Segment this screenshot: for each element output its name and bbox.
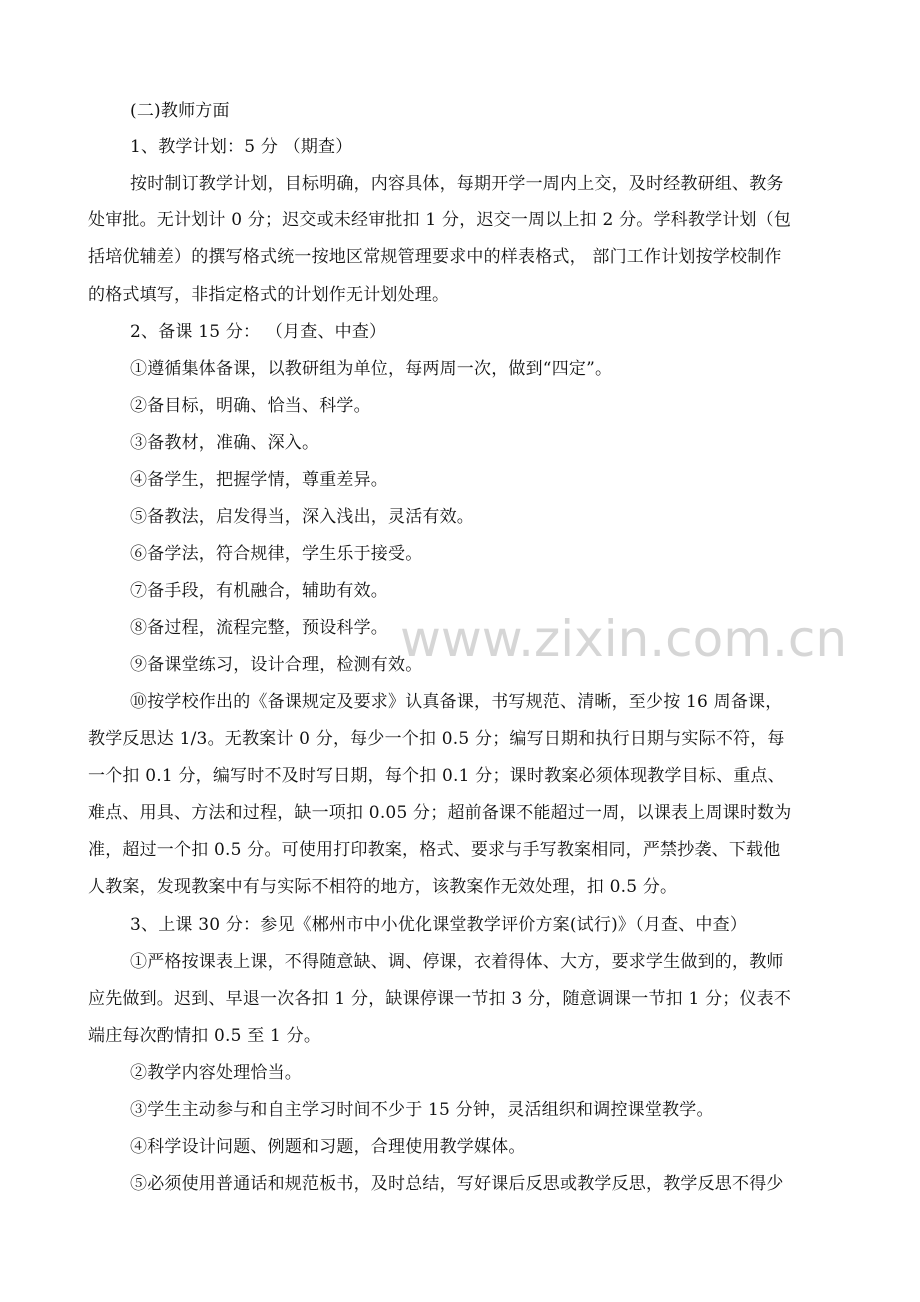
list-item: ⑧备过程，流程完整，预设科学。 (130, 618, 388, 638)
list-item: ⑥备学法，符合规律，学生乐于接受。 (130, 544, 423, 564)
subsection-heading-3: 3、上课 30 分：参见《郴州市中小优化课堂教学评价方案(试行)》（月查、中查） (130, 915, 748, 935)
list-item: ⑤必须使用普通话和规范板书，及时总结，写好课后反思或教学反思，教学反思不得少 (130, 1174, 784, 1194)
list-item: ④备学生，把握学情，尊重差异。 (130, 470, 388, 490)
list-item: ③备教材，准确、深入。 (130, 433, 320, 453)
paragraph-line: 应先做到。迟到、早退一次各扣 1 分，缺课停课一节扣 3 分，随意调课一节扣 1 分；仪表不 (88, 989, 792, 1009)
list-item: ②教学内容处理恰当。 (130, 1063, 302, 1083)
list-item: ④科学设计问题、例题和习题，合理使用教学媒体。 (130, 1137, 526, 1157)
paragraph-line: 一个扣 0.1 分，编写时不及时写日期，每个扣 0.1 分；课时教案必须体现教学目标、重点、 (88, 766, 785, 786)
paragraph-line: 人教案，发现教案中有与实际不相符的地方，该教案作无效处理，扣 0.5 分。 (88, 877, 678, 897)
list-item: ⑨备课堂练习，设计合理，检测有效。 (130, 655, 423, 675)
list-item: ⑩按学校作出的《备课规定及要求》认真备课，书写规范、清晰，至少按 16 周备课， (130, 692, 783, 712)
list-item: ②备目标，明确、恰当、科学。 (130, 396, 371, 416)
paragraph-line: 端庄每次酌情扣 0.5 至 1 分。 (88, 1026, 322, 1046)
paragraph-line: 教学反思达 1/3。无教案计 0 分，每少一个扣 0.5 分；编写日期和执行日期与实际不符，每 (88, 729, 785, 749)
paragraph-line: 括培优辅差）的撰写格式统一按地区常规管理要求中的样表格式， 部门工作计划按学校制作 (88, 247, 782, 267)
list-item: ⑦备手段，有机融合，辅助有效。 (130, 581, 388, 601)
paragraph-line: 难点、用具、方法和过程，缺一项扣 0.05 分；超前备课不能超过一周，以课表上周课时数为 (88, 803, 792, 823)
list-item: ⑤备教法，启发得当，深入浅出，灵活有效。 (130, 507, 474, 527)
subsection-heading-1: 1、教学计划：5 分 （期查） (130, 137, 353, 157)
paragraph-line: 按时制订教学计划，目标明确，内容具体，每期开学一周内上交，及时经教研组、教务 (130, 174, 784, 194)
watermark: www.zixin.com.cn (400, 610, 848, 668)
section-heading: (二)教师方面 (130, 101, 230, 121)
paragraph-line: 的格式填写，非指定格式的计划作无计划处理。 (88, 285, 450, 305)
list-item: ①严格按课表上课，不得随意缺、调、停课，衣着得体、大方，要求学生做到的，教师 (130, 952, 784, 972)
list-item: ③学生主动参与和自主学习时间不少于 15 分钟，灵活组织和调控课堂教学。 (130, 1100, 714, 1120)
subsection-heading-2: 2、备课 15 分： （月查、中查） (130, 322, 387, 342)
list-item: ①遵循集体备课，以教研组为单位，每两周一次，做到“四定”。 (130, 359, 613, 379)
paragraph-line: 准，超过一个扣 0.5 分。可使用打印教案，格式、要求与手写教案相同，严禁抄袭、下载他 (88, 840, 781, 860)
paragraph-line: 处审批。无计划计 0 分；迟交或未经审批扣 1 分，迟交一周以上扣 2 分。学科教学计划（包 (88, 210, 792, 230)
